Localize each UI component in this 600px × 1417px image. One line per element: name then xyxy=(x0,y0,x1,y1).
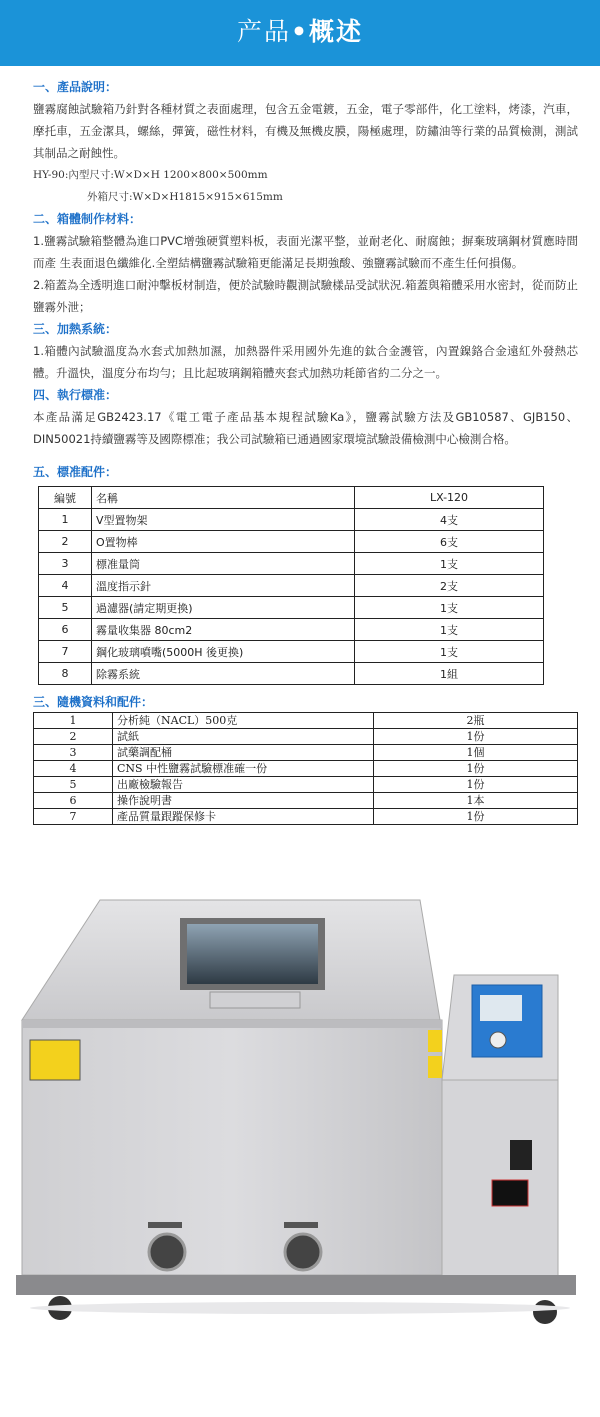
row-number: 3 xyxy=(34,745,113,761)
row-name: CNS 中性鹽霧試驗標准確一份 xyxy=(113,761,374,777)
table-row xyxy=(34,809,578,825)
table-row xyxy=(39,597,544,619)
row-name: 分析純（NACL）500克 xyxy=(113,713,374,729)
row-quantity: 1支 xyxy=(355,641,544,663)
inner-dimensions: HY-90:內型尺寸:W×D×H 1200×800×500mm xyxy=(33,169,268,181)
header-name: 名稱 xyxy=(92,487,355,509)
table-row xyxy=(34,745,578,761)
header-number: 編號 xyxy=(39,487,92,509)
row-number: 2 xyxy=(34,729,113,745)
banner-title xyxy=(0,14,600,50)
standards-text: 本產品滿足GB2423.17《電工電子產品基本規程試驗Ka》，鹽霧試驗方法及GB10587、GJB150、DIN50021持續鹽霧等及國際標准；我公司試驗箱已通過國家環境試驗設備檢測中心檢測合格。 xyxy=(33,410,578,446)
row-quantity: 4支 xyxy=(355,509,544,531)
section-title-materials: 二、箱體制作材料： xyxy=(33,212,142,226)
row-number: 6 xyxy=(34,793,113,809)
row-name: 操作說明書 xyxy=(113,793,374,809)
table-row xyxy=(39,553,544,575)
materials-text-2: 2.箱蓋為全透明進口耐沖擊板材制造，便於試驗時觀測試驗樣品受試狀況.箱蓋與箱體采用水密封，從而防止鹽霧外泄； xyxy=(33,278,578,314)
materials-text-1: 1.鹽霧試驗箱整體為進口PVC增強硬質塑料板，表面光潔平整，並耐老化、耐腐蝕；摒棄玻璃鋼材質應時間而產 生表面退色纖維化.全塑結構鹽霧試驗箱更能滿足長期強酸、強鹽霧試驗而不產生任何損傷。 xyxy=(33,234,578,270)
salt-spray-test-chamber-photo xyxy=(0,880,600,1413)
row-name: 除霧系統 xyxy=(92,663,355,685)
row-number: 4 xyxy=(34,761,113,777)
row-quantity: 1份 xyxy=(374,729,578,745)
row-name: V型置物架 xyxy=(92,509,355,531)
row-quantity: 1份 xyxy=(374,761,578,777)
header-banner xyxy=(0,0,600,66)
row-name: 試紙 xyxy=(113,729,374,745)
row-name: 過濾器(請定期更換) xyxy=(92,597,355,619)
table-row xyxy=(34,761,578,777)
product-info-text: 鹽霧腐蝕試驗箱乃針對各種材質之表面處理，包含五金電鍍，五金，電子零部件，化工塗料，烤漆，汽車，摩托車，五金潔具，螺絲，彈簧，磁性材料，有機及無機皮膜，陽極處理，防鏽油等行業的品質檢測，測試其制品之耐蝕性。 xyxy=(33,102,578,160)
section-title-standards: 四、執行標准： xyxy=(33,388,118,402)
row-number: 1 xyxy=(39,509,92,531)
row-quantity: 1支 xyxy=(355,619,544,641)
table-row xyxy=(34,729,578,745)
header-model: LX-120 xyxy=(355,487,544,509)
row-name: 出廠檢驗報告 xyxy=(113,777,374,793)
table-row xyxy=(39,641,544,663)
table-row xyxy=(39,575,544,597)
banner-prefix: 产品 xyxy=(236,17,291,46)
warning-label-left xyxy=(30,1040,80,1080)
table-header-row xyxy=(39,487,544,509)
standard-accessories-table xyxy=(38,486,544,685)
table-row xyxy=(39,619,544,641)
row-number: 4 xyxy=(39,575,92,597)
row-name: 鋼化玻璃噴嘴(5000H 後更換) xyxy=(92,641,355,663)
row-quantity: 1個 xyxy=(374,745,578,761)
section-title-accessories: 五、標准配件： xyxy=(33,465,118,479)
row-number: 7 xyxy=(39,641,92,663)
documents-accessories-table xyxy=(33,712,578,825)
row-quantity: 1支 xyxy=(355,553,544,575)
row-name: 試藥調配桶 xyxy=(113,745,374,761)
row-quantity: 1組 xyxy=(355,663,544,685)
product-description xyxy=(33,76,578,450)
table-row xyxy=(39,531,544,553)
row-quantity: 6支 xyxy=(355,531,544,553)
row-number: 5 xyxy=(39,597,92,619)
section-title-documents: 三、隨機資料和配件： xyxy=(33,695,154,709)
row-quantity: 1份 xyxy=(374,809,578,825)
power-switch xyxy=(510,1140,532,1170)
section-title-product-info: 一、產品說明： xyxy=(33,80,118,94)
table-row xyxy=(39,663,544,685)
table-row xyxy=(34,793,578,809)
chamber-illustration xyxy=(0,880,600,1413)
row-number: 8 xyxy=(39,663,92,685)
row-name: 溫度指示針 xyxy=(92,575,355,597)
row-number: 1 xyxy=(34,713,113,729)
row-quantity: 2瓶 xyxy=(374,713,578,729)
row-number: 5 xyxy=(34,777,113,793)
row-quantity: 1本 xyxy=(374,793,578,809)
row-number: 2 xyxy=(39,531,92,553)
row-number: 7 xyxy=(34,809,113,825)
row-name: 標准量筒 xyxy=(92,553,355,575)
row-name: 霧量收集器 80cm2 xyxy=(92,619,355,641)
row-number: 6 xyxy=(39,619,92,641)
banner-main-title: 概述 xyxy=(308,17,363,46)
heating-text: 1.箱體內試驗溫度為水套式加熱加濕，加熱器件采用國外先進的鈦合金護管，內置鎳鉻合金遠紅外發熱芯體。升溫快，溫度分布均勻；且比起玻璃鋼箱體夾套式加熱功耗節省約二分之一。 xyxy=(33,344,578,380)
row-quantity: 1支 xyxy=(355,597,544,619)
row-quantity: 1份 xyxy=(374,777,578,793)
row-name: 產品質量跟蹤保修卡 xyxy=(113,809,374,825)
row-quantity: 2支 xyxy=(355,575,544,597)
table-row xyxy=(34,713,578,729)
row-number: 3 xyxy=(39,553,92,575)
section-title-heating: 三、加熱系統： xyxy=(33,322,118,336)
row-name: O置物棒 xyxy=(92,531,355,553)
outer-dimensions: 外箱尺寸:W×D×H1815×915×615mm xyxy=(87,191,283,203)
table-row xyxy=(39,509,544,531)
table-row xyxy=(34,777,578,793)
banner-dot: • xyxy=(291,17,309,46)
